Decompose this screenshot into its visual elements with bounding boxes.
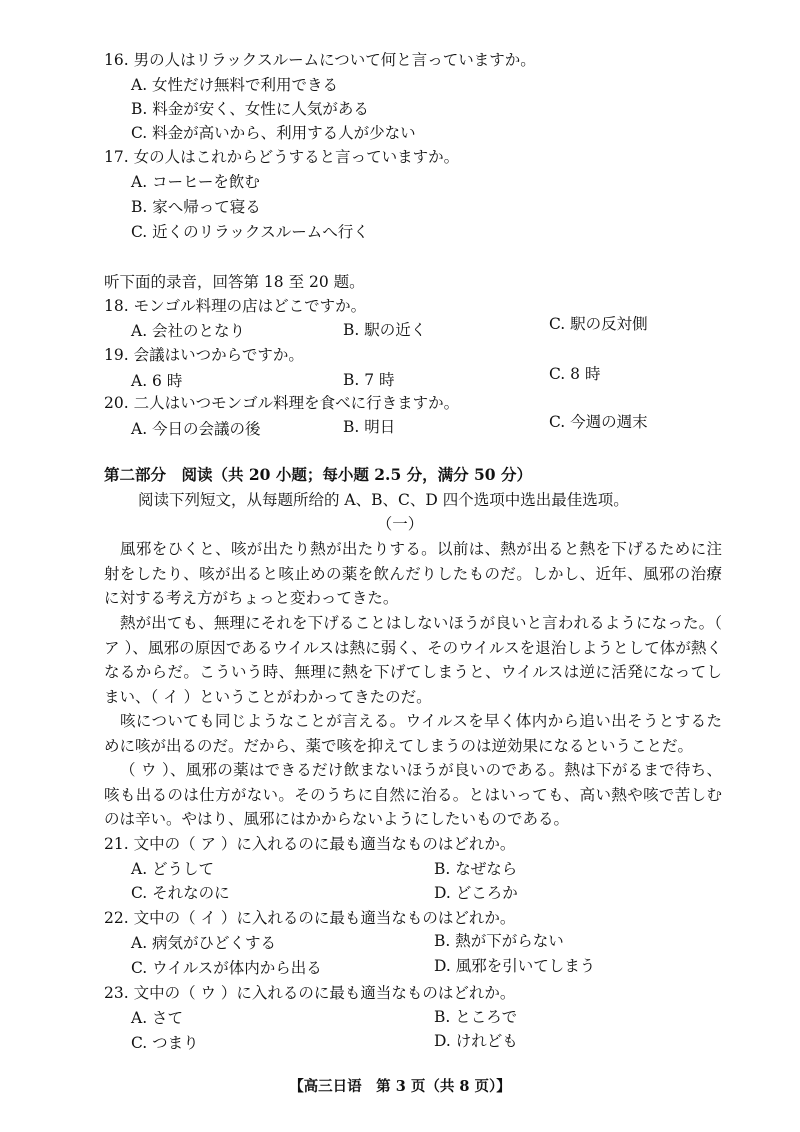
question-23-option-b: B. ところで [434, 1008, 518, 1026]
passage-paragraph-3: 咳についても同じようなことが言える。ウイルスを早く体内から追い出そうとするために咳が出るのだ。だから、薬で咳を抑えてしまうのは逆効果になるということだ。 [104, 712, 722, 755]
question-19-option-b: B. 7 時 [343, 371, 395, 389]
question-21-option-b: B. なぜなら [434, 860, 518, 878]
page-footer: 【高三日语 第 3 页（共 8 页）】 [289, 1078, 511, 1095]
question-16-stem: 16. 男の人はリラックスルームについて何と言っていますか。 [104, 51, 536, 69]
question-17-option-c: C. 近くのリラックスルームへ行く [131, 223, 369, 241]
passage-paragraph-1: 風邪をひくと、咳が出たり熱が出たりする。以前は、熱が出ると熱を下げるために注射をしたり、咳が出ると咳止めの薬を飲んだりしたものだ。しかし、近年、風邪の治療に対する考え方がちょっと変わってきた。 [104, 540, 722, 608]
question-18-stem: 18. モンゴル料理の店はどこですか。 [104, 297, 367, 315]
question-18-option-b: B. 駅の近く [343, 321, 427, 339]
question-22-stem: 22. 文中の（ イ ）に入れるのに最も適当なものはどれか。 [104, 909, 516, 927]
question-17-option-a: A. コーヒーを飲む [131, 173, 260, 191]
question-22-option-b: B. 熱が下がらない [434, 932, 564, 950]
question-21-option-c: C. それなのに [131, 884, 230, 902]
question-19-option-a: A. 6 時 [131, 372, 183, 390]
question-20-option-a: A. 今日の会議の後 [131, 420, 261, 438]
passage-paragraph-2: 熱が出ても、無理にそれを下げることはしないほうが良いと言われるようになった。（ ア ）、風邪の原因であるウイルスは熱に弱く、そのウイルスを退治しようとして体が熱くなるからだ。こういう時、無理に熱を下げてしまうと、ウイルスは逆に活発になってしまい、（ イ ）ということがわかってきたのだ。 [104, 614, 722, 707]
question-18-option-a: A. 会社のとなり [131, 322, 246, 340]
passage-number: （一） [376, 515, 424, 533]
question-23-option-a: A. さて [131, 1009, 184, 1027]
question-18-option-c: C. 駅の反対側 [549, 315, 648, 333]
question-19-option-c: C. 8 時 [549, 365, 601, 383]
question-23-stem: 23. 文中の（ ウ ）に入れるのに最も適当なものはどれか。 [104, 984, 516, 1002]
question-20-stem: 20. 二人はいつモンゴル料理を食べに行きますか。 [104, 394, 460, 412]
reading-section-title: 第二部分 阅读（共 20 小题；每小题 2.5 分，满分 50 分） [104, 465, 532, 484]
question-21-stem: 21. 文中の（ ア ）に入れるのに最も適当なものはどれか。 [104, 835, 516, 853]
question-20-option-b: B. 明日 [343, 418, 396, 436]
question-22-option-a: A. 病気がひどくする [131, 934, 277, 952]
passage-paragraph-4: （ ウ ）、風邪の薬はできるだけ飲まないほうが良いのである。熱は下がるまで待ち、咳も出るのは仕方がない。そのうちに自然に治る。とはいっても、高い熱や咳で苦しむのは辛い。やはり、風邪にはかからないようにしたいものである。 [104, 761, 722, 829]
question-16-option-a: A. 女性だけ無料で利用できる [131, 76, 339, 94]
question-22-option-c: C. ウイルスが体内から出る [131, 959, 322, 977]
question-16-option-b: B. 料金が安く、女性に人気がある [131, 100, 369, 118]
question-22-option-d: D. 風邪を引いてしまう [434, 957, 596, 975]
question-21-option-a: A. どうして [131, 860, 215, 878]
question-21-option-d: D. どころか [434, 884, 518, 902]
question-23-option-d: D. けれども [434, 1032, 518, 1050]
listening-instruction: 听下面的录音，回答第 18 至 20 题。 [104, 273, 365, 291]
question-20-option-c: C. 今週の週末 [549, 413, 648, 431]
question-19-stem: 19. 会議はいつからですか。 [104, 346, 304, 364]
question-17-option-b: B. 家へ帰って寝る [131, 198, 261, 216]
question-17-stem: 17. 女の人はこれからどうすると言っていますか。 [104, 148, 460, 166]
reading-instruction: 阅读下列短文，从每题所给的 A、B、C、D 四个选项中选出最佳选项。 [138, 491, 629, 509]
question-23-option-c: C. つまり [131, 1034, 199, 1052]
question-16-option-c: C. 料金が高いから、利用する人が少ない [131, 124, 416, 142]
